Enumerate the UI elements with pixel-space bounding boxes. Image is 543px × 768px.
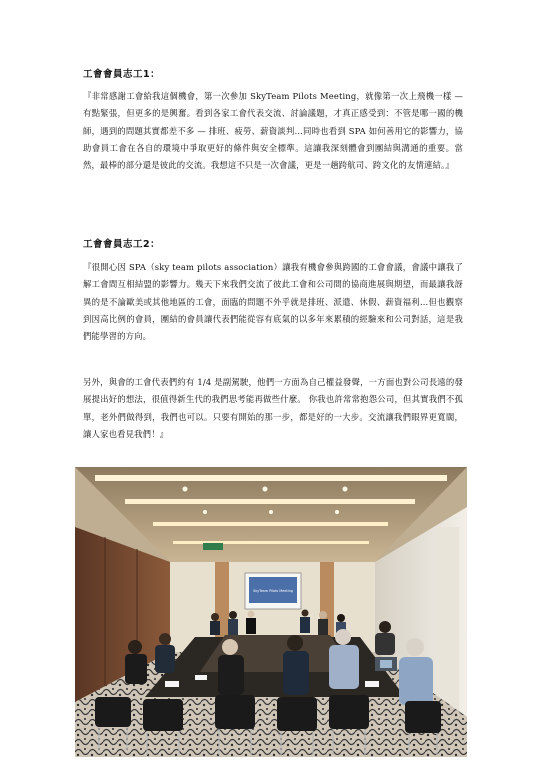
screen-caption: SkyTeam Pilots Meeting [253, 589, 293, 593]
section2-body-1: 『很開心因 SPA（sky team pilots association）讓我有機會參與跨國的工會會議，會議中讓我了解工會間互相結盟的影響力。幾天下來我們交流了彼此工會和公司間的協商進展與期望，而最讓我訝異的是不論歐美或其他地區的工會，面臨的問題不外乎就是排班、派遣、休假、薪資福利…但也觀察到因高比例的會員，團結的會員讓代表們能從容有底氣的以多年來累積的經驗來和公司對話，這是我們能學習的方向。 [83, 262, 463, 342]
meeting-photo [75, 467, 467, 757]
section2-heading: 工會會員志工2： [83, 239, 161, 250]
section1-body: 『非常感謝工會給我這個機會，第一次參加 SkyTeam Pilots Meeting，就像第一次上飛機一樣 — 有點緊張，但更多的是興奮。看到各家工會代表交流、討論議題，才真正感受到：不管是哪一國的機師，遇到的問題其實都差不多 — 排班、疲勞、薪資談判…同時也看到 SPA 如何善用它的影響力，協助會員工會在各自的環境中爭取更好的條件與安全標準。這讓我深刻體會到團結與溝通的重要。當然，最棒的部分還是彼此的交流。我想這不只是一次會議，更是一趟跨航司、跨文化的友情連結。』 [83, 91, 463, 171]
section2-body-2: 另外，與會的工會代表們約有 1/4 是副駕駛，他們一方面為自己權益發聲，一方面也對公司長遠的發展提出好的想法，很值得新生代的我們思考能再做些什麼。 你我也許常常抱怨公司，但其實我們不孤單，老外們做得到，我們也可以。只要有開始的那一步，都是好的一大步。交流讓我們眼界更寬闊，讓人家也看見我們！』 [83, 377, 463, 439]
section1-heading: 工會會員志工1： [83, 69, 161, 80]
